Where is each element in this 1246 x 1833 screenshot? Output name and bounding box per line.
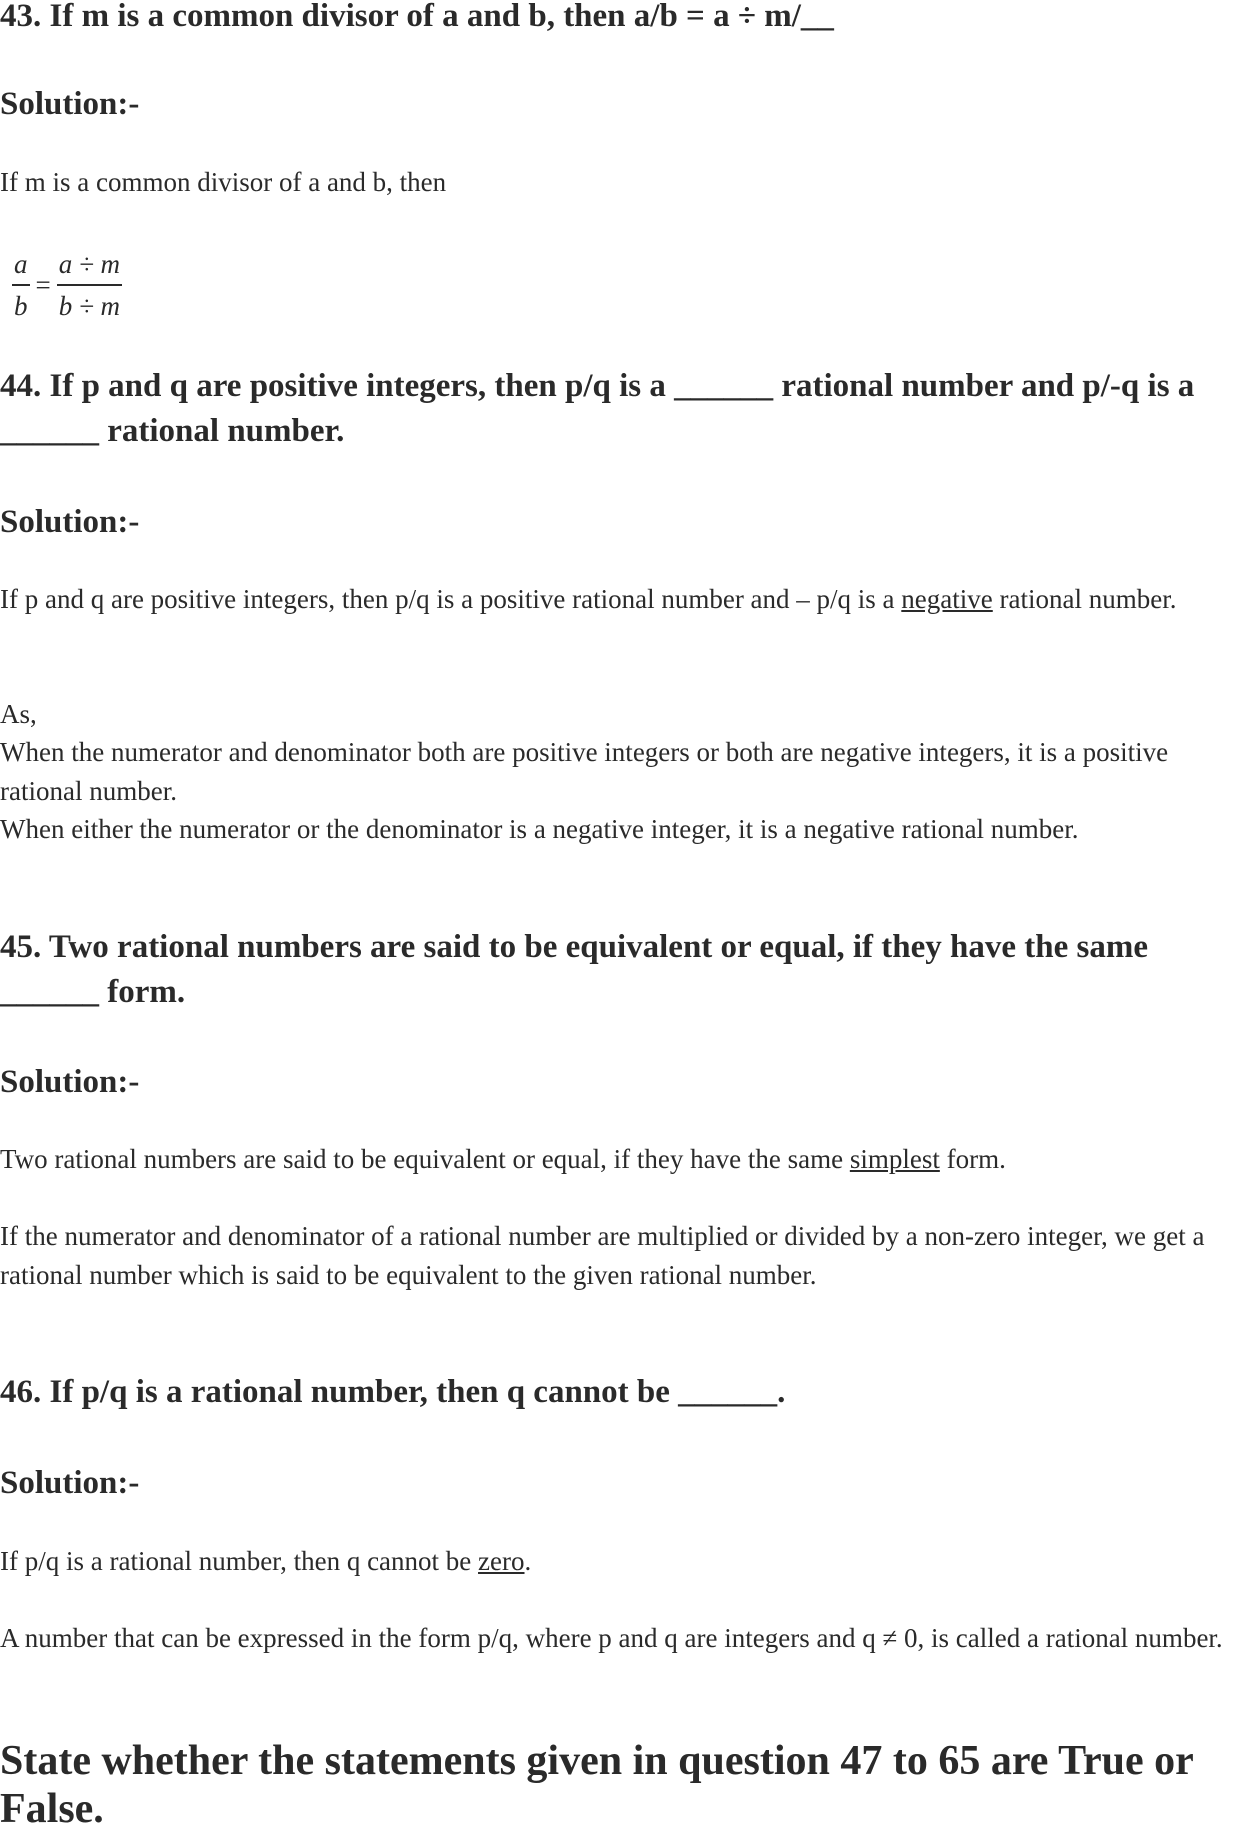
explanation-paragraph: When the numerator and denominator both are positive integers or both are negative integers, it is a positive rational number. [0, 737, 1169, 806]
solution-label: Solution:- [0, 1064, 140, 1100]
solution-label: Solution:- [0, 86, 140, 122]
solution-text: If m is a common divisor of a and b, then [0, 167, 447, 197]
explanation-paragraph: When either the numerator or the denominator is a negative integer, it is a negative rational number. [0, 814, 1079, 844]
solution-label: Solution:- [0, 504, 140, 540]
answer-text: . [524, 1546, 532, 1576]
answer-word: simplest [849, 1144, 940, 1174]
question-43-title: 43. If m is a common divisor of a and b, then a/b = a ÷ m/__ [0, 0, 834, 34]
solution-label: Solution:- [0, 1465, 140, 1501]
section-heading: State whether the statements given in question 47 to 65 are True or False. [0, 1738, 1194, 1832]
answer-text: form. [939, 1144, 1006, 1174]
equals-sign: = [35, 269, 51, 300]
numerator: a [12, 244, 30, 286]
question-45-title: 45. Two rational numbers are said to be equivalent or equal, if they have the same ______ form. [0, 929, 1148, 1010]
question-44-title: 44. If p and q are positive integers, then p/q is a ______ rational number and p/-q is a ______ rational number. [0, 368, 1195, 449]
solution-answer [0, 1140, 1246, 1179]
numerator: a ÷ m [57, 244, 122, 286]
explanation-paragraph: A number that can be expressed in the form p/q, where p and q are integers and q ≠ 0, is called a rational number. [0, 1623, 1223, 1653]
answer-word: zero [478, 1546, 525, 1576]
answer-text: If p/q is a rational number, then q cannot be [0, 1546, 479, 1576]
answer-text: If p and q are positive integers, then p/q is a positive rational number and – p/q is a [0, 584, 902, 614]
answer-text: Two rational numbers are said to be equivalent or equal, if they have the same [0, 1144, 850, 1174]
as-label: As, [0, 699, 37, 729]
explanation-paragraph: If the numerator and denominator of a rational number are multiplied or divided by a non-zero integer, we get a rational number which is said to be equivalent to the given rational number. [0, 1221, 1205, 1290]
fraction-equation [12, 244, 122, 326]
solution-answer [0, 580, 1246, 619]
denominator: b [14, 291, 28, 321]
answer-text: rational number. [992, 584, 1177, 614]
solution-answer [0, 1542, 1246, 1581]
question-46-title: 46. If p/q is a rational number, then q cannot be ______. [0, 1374, 786, 1410]
answer-word: negative [901, 584, 993, 614]
denominator: b ÷ m [58, 291, 121, 321]
